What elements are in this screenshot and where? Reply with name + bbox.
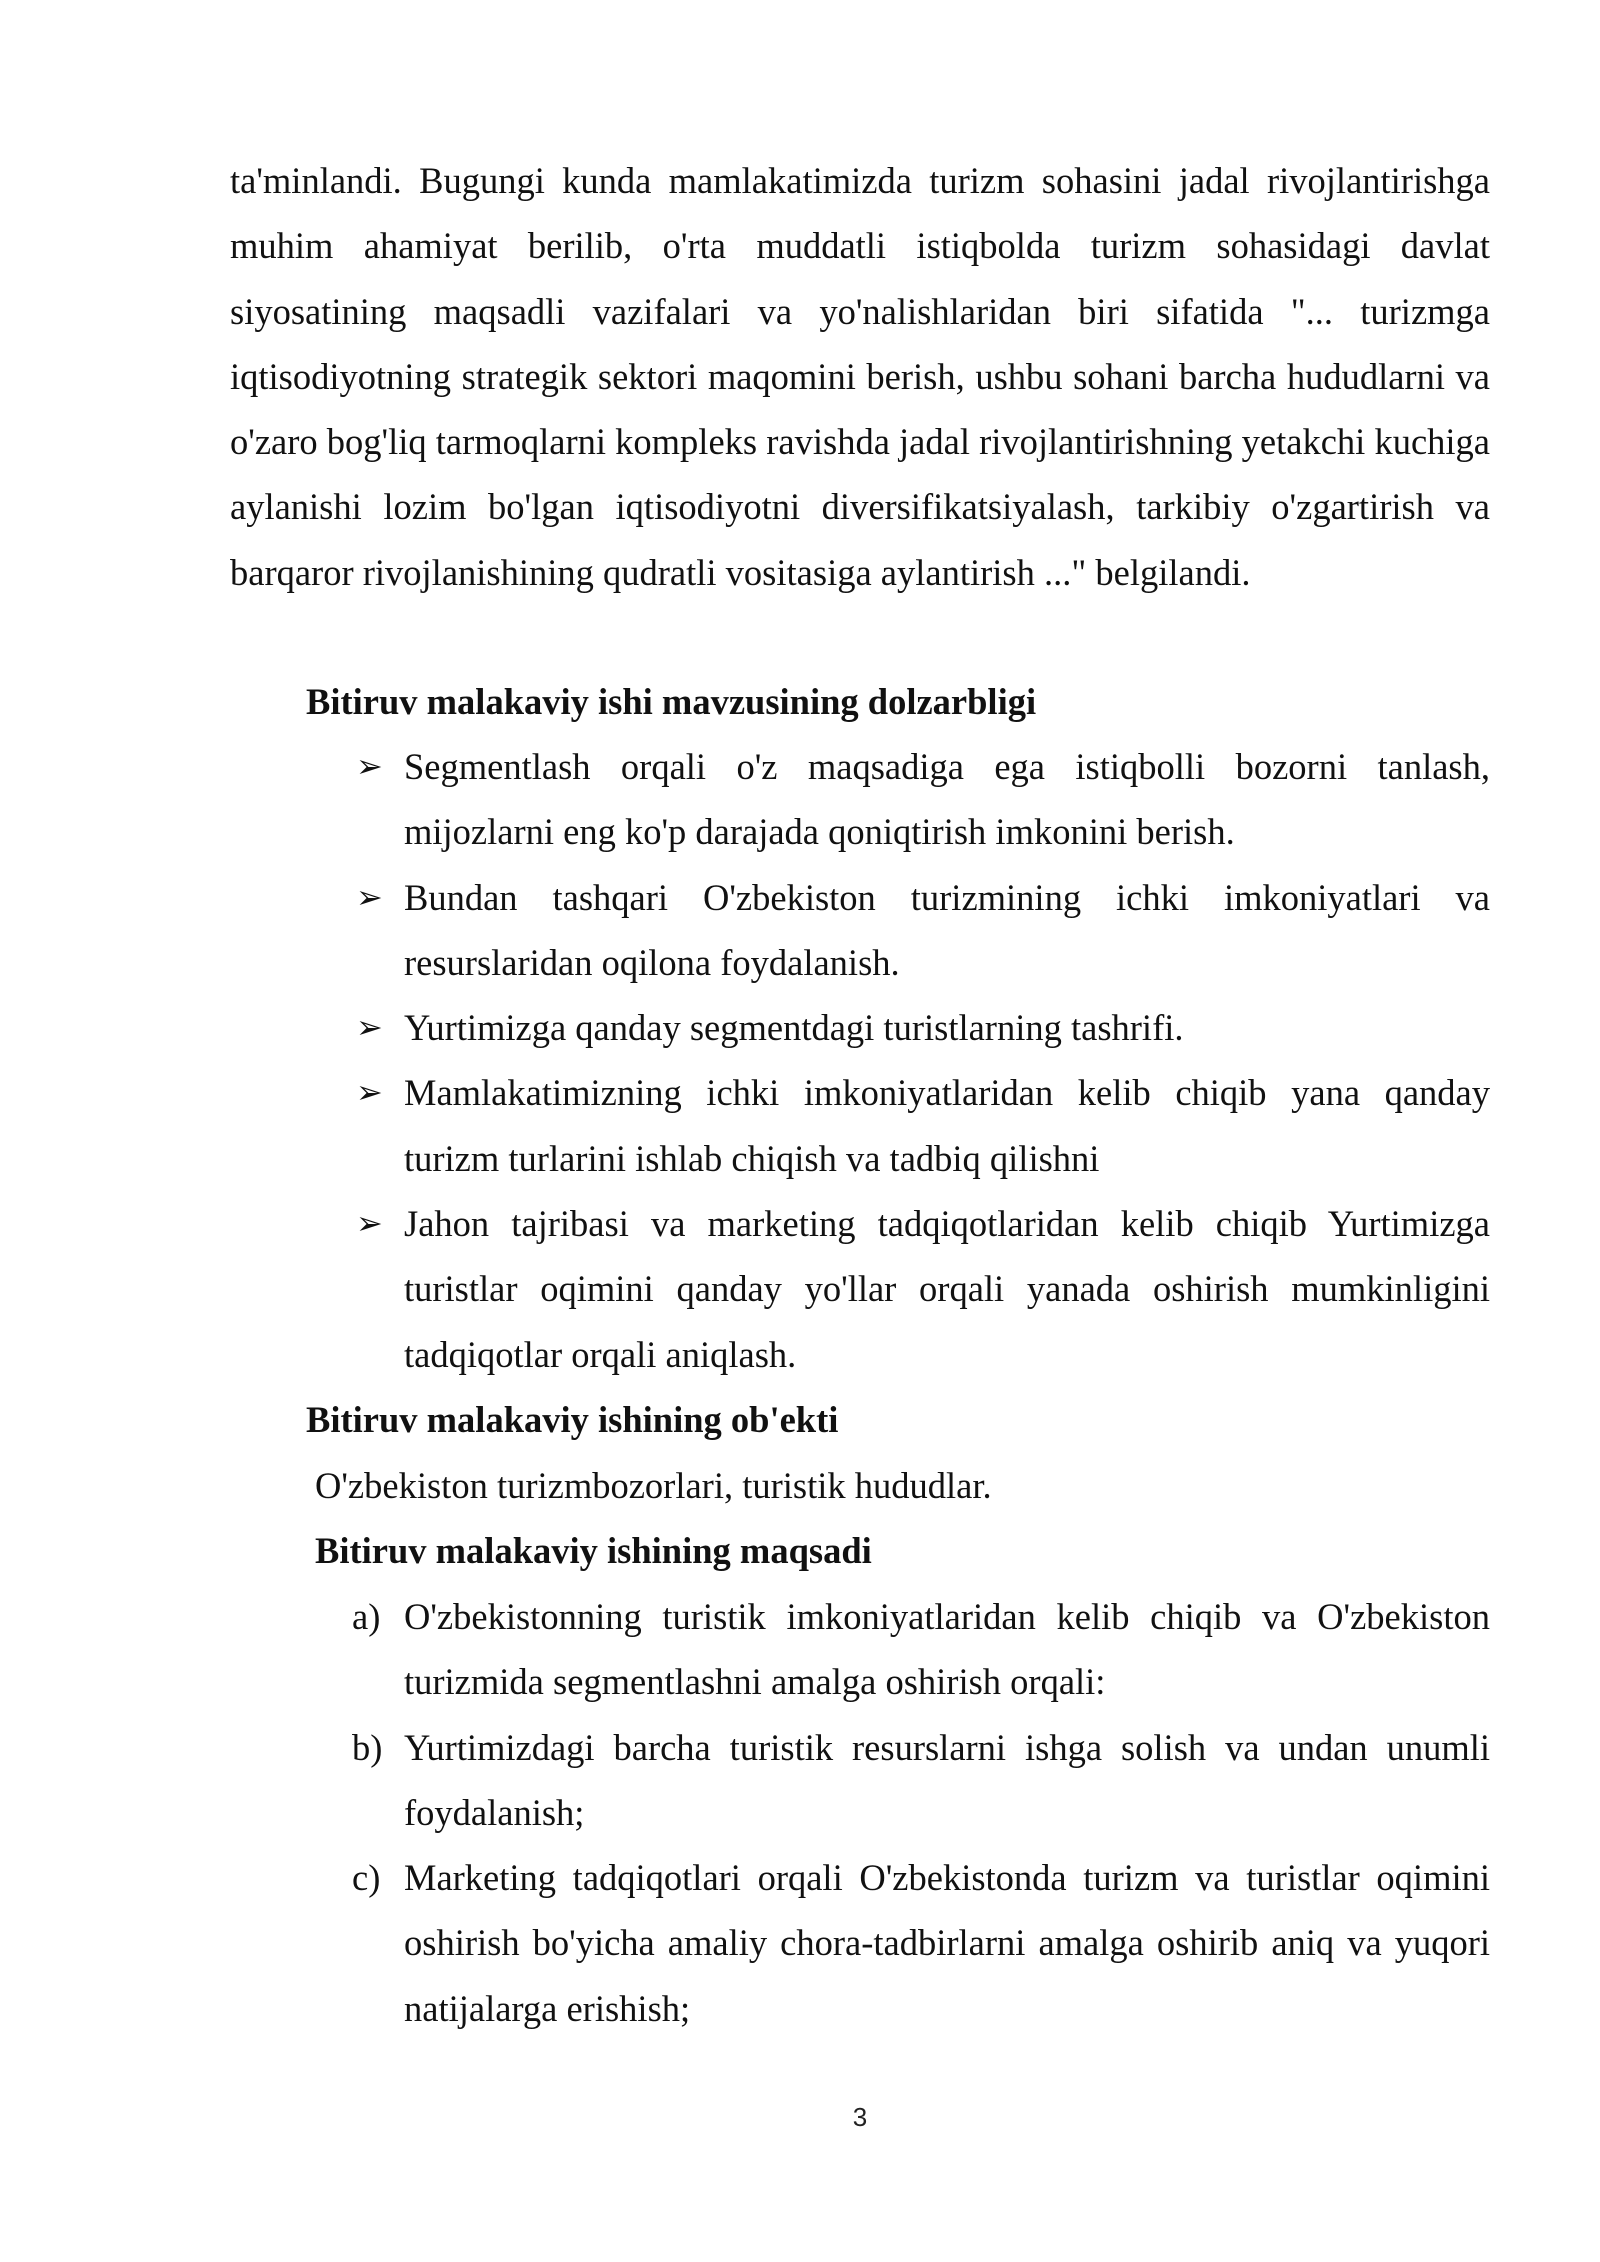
list-item-text: Bundan tashqari O'zbekiston turizmining ichki imkoniyatlari va resurslaridan oqilona foydalanish. bbox=[404, 876, 1490, 983]
arrow-bullet-icon: ➢ bbox=[356, 1073, 383, 1112]
list-item-text: O'zbekistonning turistik imkoniyatlaridan kelib chiqib va O'zbekiston turizmida segmentlashni amalga oshirish orqali: bbox=[404, 1596, 1490, 1703]
arrow-bullet-icon: ➢ bbox=[356, 1204, 383, 1243]
list-item-text: Yurtimizdagi barcha turistik resurslarni ishga solish va undan unumli foydalanish; bbox=[404, 1726, 1490, 1833]
list-item bbox=[0, 865, 1490, 996]
intro-paragraph: ta'minlandi. Bugungi kunda mamlakatimizda turizm sohasini jadal rivojlantirishga muhim ahamiyat berilib, o'rta muddatli istiqbolda turizm sohasidagi davlat siyosatining maqsadli vazifalari va yo'nalishlaridan biri sifatida "... turizmga iqtisodiyotning strategik sektori maqomini berish, ushbu sohani barcha hududlarni va o'zaro bog'liq tarmoqlarni kompleks ravishda jadal rivojlantirishning yetakchi kuchiga aylanishi lozim bo'lgan iqtisodiyotni diversifikatsiyalash, tarkibiy o'zgartirish va barqaror rivojlanishining qudratli vositasiga aylantirish ..." belgilandi. bbox=[230, 160, 1490, 593]
list-marker: a) bbox=[352, 1596, 381, 1637]
arrow-bullet-icon: ➢ bbox=[356, 877, 383, 916]
goal-list bbox=[0, 1584, 1490, 2041]
relevance-heading: Bitiruv malakaviy ishi mavzusining dolzarbligi bbox=[306, 681, 1037, 722]
list-item-text: Yurtimizga qanday segmentdagi turistlarning tashrifi. bbox=[404, 1007, 1184, 1049]
page-number: 3 bbox=[852, 2102, 868, 2132]
list-marker: c) bbox=[352, 1857, 381, 1899]
list-item bbox=[0, 1715, 1490, 1846]
list-item bbox=[0, 1191, 1490, 1387]
object-heading: Bitiruv malakaviy ishining ob'ekti bbox=[306, 1399, 839, 1440]
arrow-bullet-icon: ➢ bbox=[356, 747, 383, 785]
list-item bbox=[0, 1584, 1490, 1715]
object-text: O'zbekiston turizmbozorlari, turistik hududlar. bbox=[315, 1465, 992, 1506]
goal-heading: Bitiruv malakaviy ishining maqsadi bbox=[315, 1530, 872, 1571]
list-item bbox=[0, 734, 1490, 865]
list-marker: b) bbox=[352, 1726, 383, 1768]
list-item bbox=[0, 1845, 1490, 2041]
relevance-list bbox=[0, 734, 1490, 1387]
list-item-text: Jahon tajribasi va marketing tadqiqotlaridan kelib chiqib Yurtimizga turistlar oqimini qanday yo'llar orqali yanada oshirish mumkinligini tadqiqotlar orqali aniqlash. bbox=[404, 1203, 1490, 1375]
list-item bbox=[0, 995, 1490, 1060]
list-item bbox=[0, 1060, 1490, 1191]
list-item-text: Mamlakatimizning ichki imkoniyatlaridan kelib chiqib yana qanday turizm turlarini ishlab chiqish va tadbiq qilishni bbox=[404, 1072, 1490, 1179]
arrow-bullet-icon: ➢ bbox=[356, 1008, 383, 1047]
list-item-text: Segmentlash orqali o'z maqsadiga ega istiqbolli bozorni tanlash, mijozlarni eng ko'p darajada qoniqtirish imkonini berish. bbox=[404, 746, 1490, 853]
list-item-text: Marketing tadqiqotlari orqali O'zbekistonda turizm va turistlar oqimini oshirish bo'yicha amaliy chora-tadbirlarni amalga oshirib aniq va yuqori natijalarga erishish; bbox=[404, 1857, 1490, 2029]
